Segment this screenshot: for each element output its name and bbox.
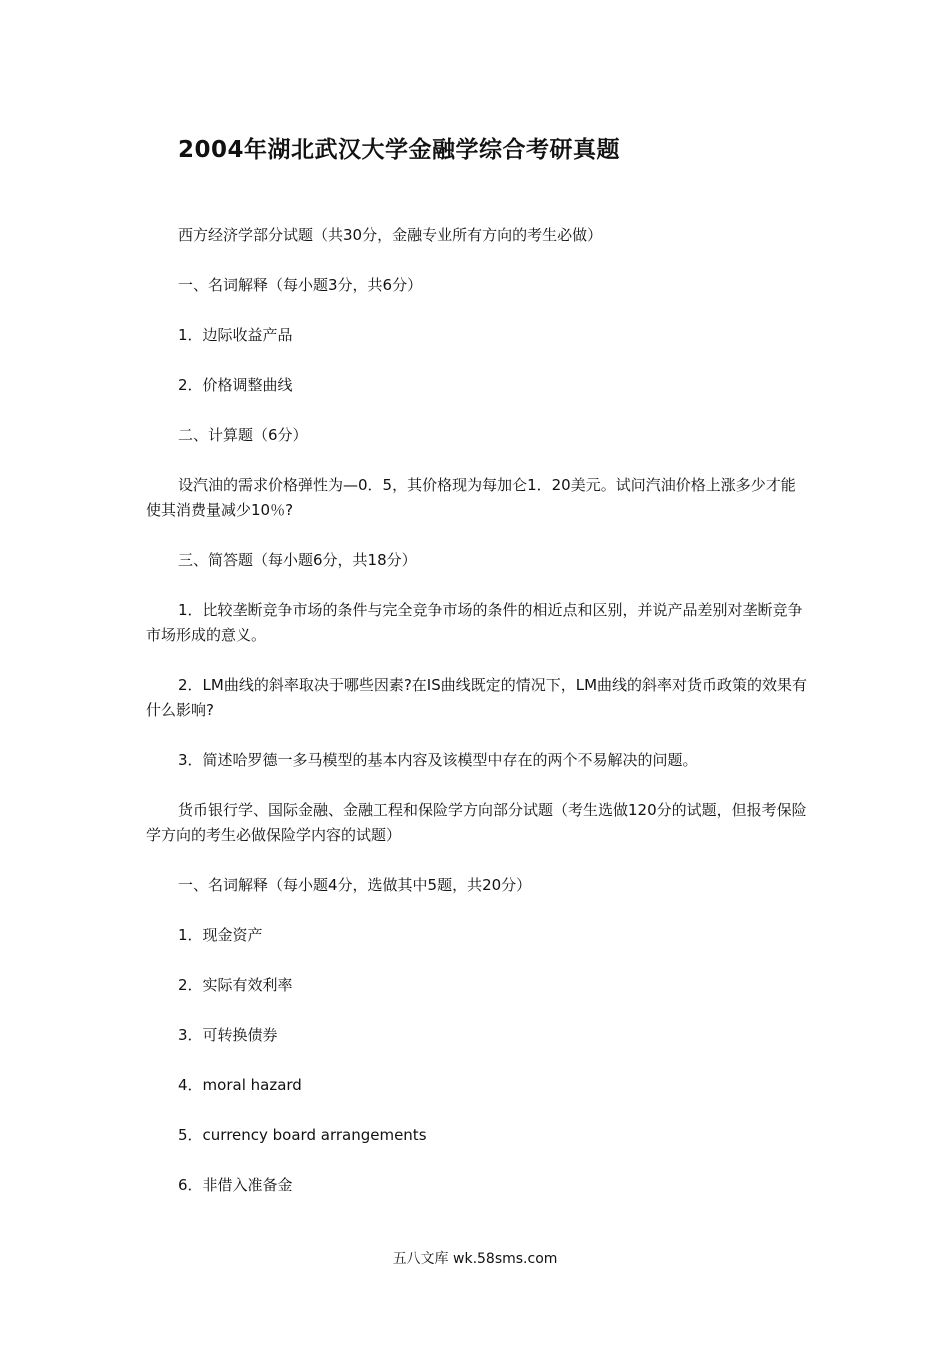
question-item: 3．可转换债券 — [178, 1026, 278, 1044]
question-item: 2．价格调整曲线 — [178, 376, 293, 394]
question-item: 2．LM曲线的斜率取决于哪些因素?在IS曲线既定的情况下，LM曲线的斜率对货币政策的效果有什么影响? — [146, 676, 808, 719]
question-item: 3．简述哈罗德一多马模型的基本内容及该模型中存在的两个不易解决的问题。 — [178, 751, 698, 769]
section-heading-western-economics: 西方经济学部分试题（共30分，金融专业所有方向的考生必做） — [178, 226, 603, 244]
question-item: 设汽油的需求价格弹性为—0．5，其价格现为每加仑1．20美元。试问汽油价格上涨多少才能使其消费量减少10％? — [146, 476, 796, 519]
document-body — [146, 223, 808, 1223]
question-item: 5．currency board arrangements — [178, 1126, 427, 1144]
question-heading: 三、简答题（每小题6分，共18分） — [178, 551, 417, 569]
question-heading: 一、名词解释（每小题4分，选做其中5题，共20分） — [178, 876, 532, 894]
question-heading: 二、计算题（6分） — [178, 426, 308, 444]
question-heading: 一、名词解释（每小题3分，共6分） — [178, 276, 423, 294]
question-item: 1．边际收益产品 — [178, 326, 293, 344]
question-item: 2．实际有效利率 — [178, 976, 293, 994]
question-item: 1．比较垄断竞争市场的条件与完全竞争市场的条件的相近点和区别，并说产品差别对垄断竞争市场形成的意义。 — [146, 601, 803, 644]
page-title: 2004年湖北武汉大学金融学综合考研真题 — [178, 137, 621, 163]
page-footer-watermark: 五八文库 wk.58sms.com — [392, 1251, 558, 1267]
question-item: 6．非借入准备金 — [178, 1176, 293, 1194]
section-heading-finance: 货币银行学、国际金融、金融工程和保险学方向部分试题（考生选做120分的试题，但报考保险学方向的考生必做保险学内容的试题） — [146, 801, 807, 844]
question-item: 1．现金资产 — [178, 926, 263, 944]
question-item: 4．moral hazard — [178, 1076, 302, 1094]
